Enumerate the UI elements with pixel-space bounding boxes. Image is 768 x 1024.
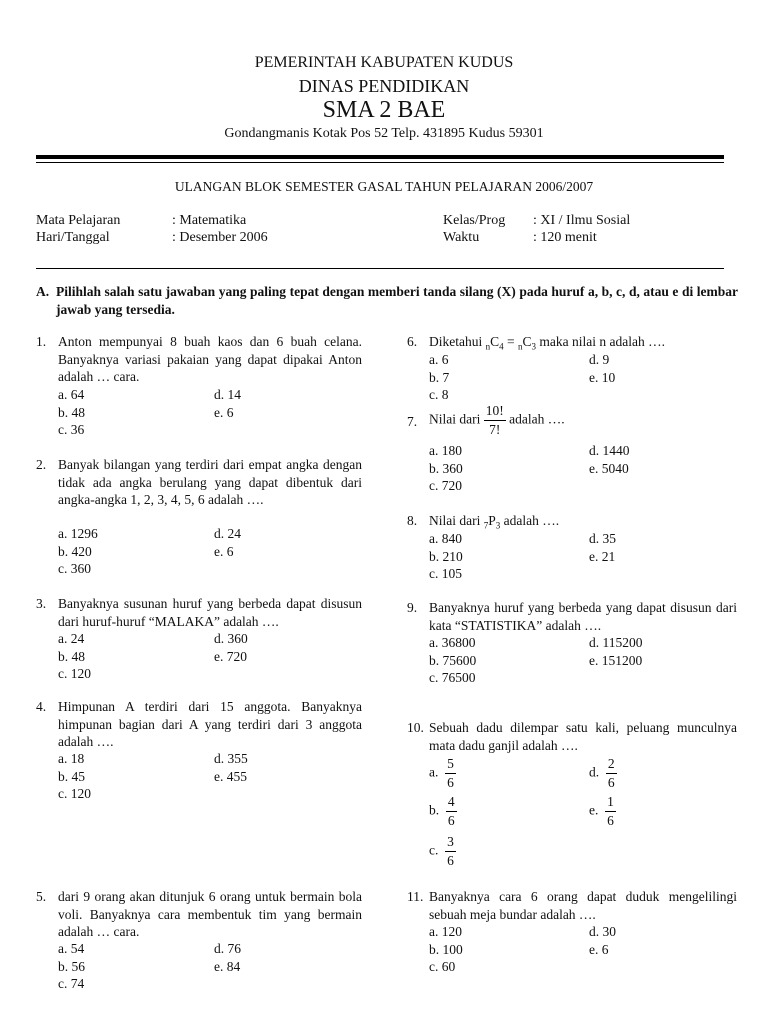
- meta-divider: [36, 268, 724, 269]
- option-d[interactable]: d. 24: [214, 526, 241, 541]
- option-d[interactable]: d. 355: [214, 751, 248, 766]
- school-name: SMA 2 BAE: [322, 97, 446, 123]
- question-number: 6.: [407, 334, 418, 349]
- question-text: Banyak bilangan yang terdiri dari empat angka dengan tidak ada angka berulang yang dapat dibentuk dari angka-angka 1, 2, 3, 4, 5, 6 adalah ….: [58, 457, 362, 507]
- question-text: Banyaknya susunan huruf yang berbeda dapat disusun dari huruf-huruf “MALAKA” adalah ….: [58, 596, 362, 629]
- option-d[interactable]: d. $\frac{2}{6}$: [589, 756, 615, 790]
- option-a[interactable]: a. 54: [58, 941, 85, 956]
- option-a[interactable]: a. 24: [58, 631, 85, 646]
- option-c[interactable]: c. 360: [58, 561, 91, 576]
- fraction: $\frac{2}{6}$: [607, 756, 615, 790]
- fraction: $\frac{1}{6}$: [607, 794, 614, 828]
- option-a[interactable]: a. 180: [429, 443, 462, 458]
- question-5: [36, 888, 366, 996]
- header-line1: PEMERINTAH KABUPATEN KUDUS: [254, 54, 514, 71]
- option-a[interactable]: a. 120: [429, 924, 462, 939]
- option-b[interactable]: b. 75600: [429, 652, 477, 668]
- question-number: 2.: [36, 457, 47, 472]
- fraction: $\frac{10!}{7!}$: [485, 403, 504, 437]
- header-line2: DINAS PENDIDIKAN: [298, 76, 470, 96]
- class-value: : XI / Ilmu Sosial: [533, 213, 631, 228]
- question-text: Nilai dari $_7P_3$ adalah ….: [429, 513, 560, 531]
- question-text: Banyaknya huruf yang berbeda yang dapat disusun dari kata “STATISTIKA” adalah ….: [429, 600, 737, 633]
- option-c[interactable]: c. 120: [58, 786, 91, 801]
- header-divider-thick: [36, 155, 724, 159]
- question-3: [36, 595, 366, 685]
- option-d[interactable]: d. 9: [589, 352, 610, 367]
- header-divider-thin: [36, 162, 724, 163]
- exam-title: ULANGAN BLOK SEMESTER GASAL TAHUN PELAJARAN 2006/2007: [174, 179, 594, 194]
- question-number: 10.: [407, 720, 424, 735]
- option-a[interactable]: a. 64: [58, 387, 85, 402]
- fraction: $\frac{5}{6}$: [447, 756, 454, 790]
- question-8: [407, 512, 737, 584]
- option-a[interactable]: a. 36800: [429, 635, 476, 650]
- instruction-label: A.: [36, 284, 50, 299]
- option-c[interactable]: c. 720: [429, 478, 462, 493]
- option-b[interactable]: b. 100: [429, 941, 463, 957]
- option-e[interactable]: e. 10: [589, 369, 616, 385]
- school-address: Gondangmanis Kotak Pos 52 Telp. 431895 Kudus 59301: [224, 126, 544, 141]
- option-b[interactable]: b. 48: [58, 404, 85, 420]
- option-a[interactable]: a. 18: [58, 751, 85, 766]
- question-text: Sebuah dadu dilempar satu kali, peluang munculnya mata dadu ganjil adalah ….: [429, 720, 737, 753]
- option-e[interactable]: e. 6: [214, 543, 234, 559]
- question-1: [36, 333, 366, 443]
- question-11: [407, 888, 737, 978]
- question-2: [36, 456, 366, 581]
- option-b[interactable]: b. 420: [58, 543, 92, 559]
- fraction: $\frac{4}{6}$: [447, 794, 455, 828]
- time-label: Waktu: [443, 230, 480, 245]
- option-a[interactable]: a. 1296: [58, 526, 98, 541]
- option-e[interactable]: e. 720: [214, 648, 247, 664]
- option-e[interactable]: e. 6: [589, 941, 609, 957]
- option-e[interactable]: e. $\frac{1}{6}$: [589, 794, 614, 828]
- question-9: [407, 599, 737, 689]
- question-number: 5.: [36, 889, 47, 904]
- option-c[interactable]: c. 120: [58, 666, 91, 681]
- time-value: : 120 menit: [533, 230, 597, 245]
- date-label: Hari/Tanggal: [36, 230, 110, 245]
- option-d[interactable]: d. 14: [214, 387, 241, 402]
- option-d[interactable]: d. 115200: [589, 635, 643, 650]
- question-text: Banyaknya cara 6 orang dapat duduk mengelilingi sebuah meja bundar adalah ….: [429, 889, 737, 922]
- subject-value: : Matematika: [172, 213, 247, 228]
- option-a[interactable]: a. $\frac{5}{6}$: [429, 756, 454, 790]
- option-c[interactable]: c. $\frac{3}{6}$: [429, 834, 454, 868]
- question-7: [407, 402, 737, 498]
- option-b[interactable]: b. 210: [429, 548, 463, 564]
- option-b[interactable]: b. 360: [429, 460, 463, 476]
- instruction-text: Pilihlah salah satu jawaban yang paling tepat dengan memberi tanda silang (X) pada huruf a, b, c, d, atau e di lembar jawab yang tersedia.: [56, 284, 738, 317]
- option-c[interactable]: c. 8: [429, 387, 449, 402]
- option-c[interactable]: c. 74: [58, 976, 85, 991]
- question-6: [407, 333, 737, 405]
- question-number: 7.: [407, 414, 418, 429]
- option-b[interactable]: b. 45: [58, 768, 85, 784]
- question-number: 9.: [407, 600, 418, 615]
- question-text: Diketahui $_nC_4 = _nC_3$ maka nilai n adalah ….: [429, 334, 665, 352]
- option-c[interactable]: c. 105: [429, 566, 462, 581]
- option-e[interactable]: e. 84: [214, 958, 241, 974]
- question-number: 11.: [407, 889, 424, 904]
- question-number: 4.: [36, 699, 47, 714]
- date-value: : Desember 2006: [172, 230, 268, 245]
- fraction: $\frac{3}{6}$: [447, 834, 454, 868]
- question-number: 1.: [36, 334, 47, 349]
- question-number: 8.: [407, 513, 418, 528]
- option-b[interactable]: b. 7: [429, 369, 450, 385]
- option-d[interactable]: d. 35: [589, 531, 616, 546]
- option-d[interactable]: d. 30: [589, 924, 616, 939]
- option-e[interactable]: e. 151200: [589, 652, 643, 668]
- option-e[interactable]: e. 5040: [589, 460, 629, 476]
- question-10: [407, 719, 737, 874]
- option-d[interactable]: d. 76: [214, 941, 241, 956]
- option-b[interactable]: b. $\frac{4}{6}$: [429, 794, 455, 828]
- option-e[interactable]: e. 6: [214, 404, 234, 420]
- option-c[interactable]: c. 60: [429, 959, 456, 974]
- class-label: Kelas/Prog: [443, 213, 506, 228]
- option-e[interactable]: e. 455: [214, 768, 247, 784]
- option-c[interactable]: c. 36: [58, 422, 85, 437]
- subject-label: Mata Pelajaran: [36, 213, 121, 228]
- option-a[interactable]: a. 840: [429, 531, 462, 546]
- question-text: dari 9 orang akan ditunjuk 6 orang untuk bermain bola voli. Banyaknya cara membentuk tim yang bermain adalah … cara.: [58, 889, 362, 939]
- question-text: Himpunan A terdiri dari 15 anggota. Banyaknya himpunan bagian dari A yang terdiri dari 3 anggota adalah ….: [58, 699, 362, 749]
- option-e[interactable]: e. 21: [589, 548, 616, 564]
- question-number: 3.: [36, 596, 47, 611]
- instruction: [36, 283, 736, 319]
- question-text: Nilai dari $\frac{10!}{7!}$ adalah ….: [429, 403, 565, 437]
- option-c[interactable]: c. 76500: [429, 670, 476, 685]
- option-b[interactable]: b. 56: [58, 958, 85, 974]
- option-a[interactable]: a. 6: [429, 352, 449, 367]
- question-text: Anton mempunyai 8 buah kaos dan 6 buah celana. Banyaknya variasi pakaian yang dapat dipakai Anton adalah … cara.: [58, 334, 362, 384]
- option-d[interactable]: d. 1440: [589, 443, 630, 458]
- question-4: [36, 698, 366, 806]
- option-d[interactable]: d. 360: [214, 631, 248, 646]
- option-b[interactable]: b. 48: [58, 648, 85, 664]
